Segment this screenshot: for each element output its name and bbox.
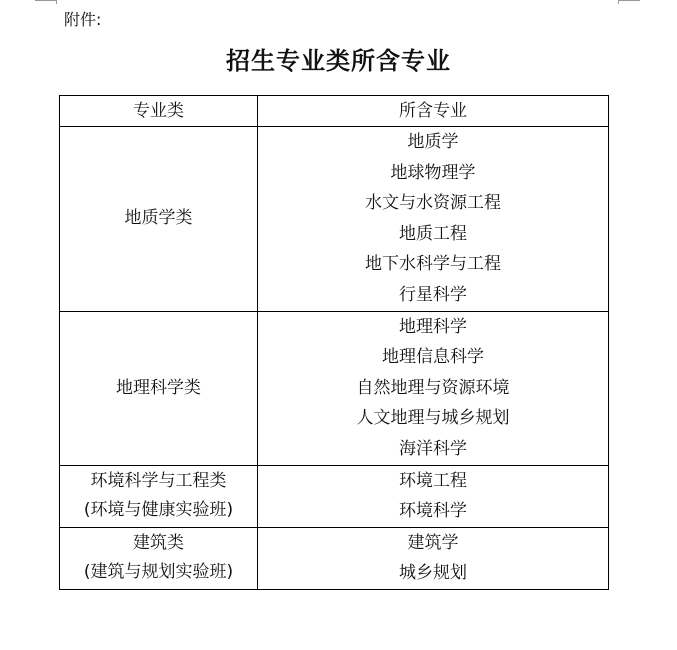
category-line: 建筑类 (133, 533, 184, 554)
major-item: 建筑学 (407, 532, 459, 553)
major-item: 人文地理与城乡规划 (356, 408, 510, 429)
major-item: 地质学 (407, 132, 459, 152)
table-row (60, 127, 609, 312)
major-item: 地球物理学 (390, 162, 476, 183)
category-line: 地理科学类 (116, 377, 201, 398)
category-line: 环境科学与工程类 (90, 471, 227, 492)
category-name (60, 204, 257, 233)
attachment-label: 附件: (64, 10, 102, 29)
table-row (60, 527, 609, 589)
category-name (60, 529, 257, 587)
major-item: 自然地理与资源环境 (356, 377, 510, 398)
page-corner-mark-right (618, 0, 640, 1)
category-name (60, 467, 257, 525)
category-cell (60, 127, 258, 312)
majors-cell (258, 311, 609, 465)
category-line: 地质学类 (124, 208, 193, 229)
major-item: 地质工程 (399, 223, 467, 244)
major-item: 城乡规划 (399, 563, 467, 584)
document-title: 招生专业类所含专业 (226, 47, 451, 75)
header-majors: 所含专业 (258, 96, 609, 127)
majors-cell (258, 465, 609, 527)
table-row (60, 311, 609, 465)
major-item: 水文与水资源工程 (365, 193, 501, 214)
major-item: 地理信息科学 (382, 347, 484, 368)
major-item: 环境工程 (399, 470, 467, 491)
category-subtitle: (环境与健康实验班) (83, 500, 234, 521)
header-category: 专业类 (60, 96, 258, 127)
category-cell (60, 311, 258, 465)
table-row (60, 465, 609, 527)
majors-table (59, 95, 609, 590)
majors-cell (258, 527, 609, 589)
category-cell (60, 527, 258, 589)
major-item: 地下水科学与工程 (365, 254, 501, 275)
majors-cell (258, 127, 609, 312)
category-cell (60, 465, 258, 527)
page-corner-mark-left (35, 0, 57, 1)
major-item: 海洋科学 (399, 438, 467, 459)
major-item: 环境科学 (399, 501, 467, 522)
table-header-row (60, 96, 609, 127)
category-subtitle: (建筑与规划实验班) (83, 562, 234, 583)
category-name (60, 374, 257, 403)
major-item: 行星科学 (399, 284, 467, 305)
major-item: 地理科学 (399, 316, 467, 337)
